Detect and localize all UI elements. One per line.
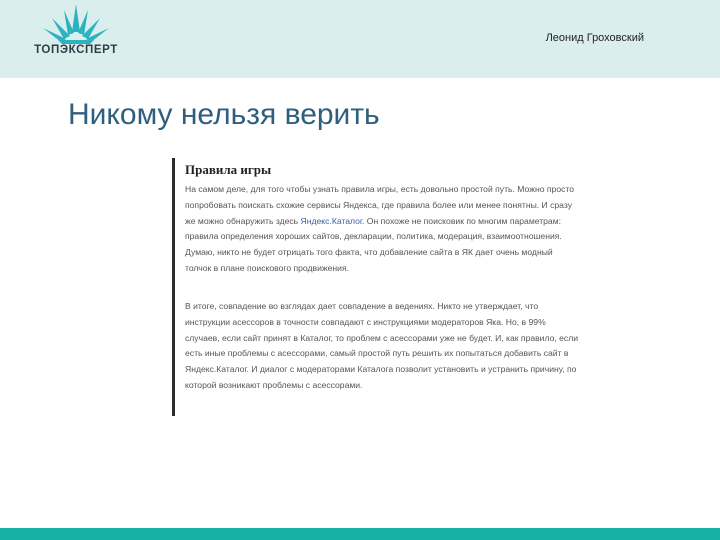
- paragraph-1-text-end: . Он похоже не поисковик по многим параметрам: правила определения хороших сайтов, декларации, политика, модерация, взаимоотношения. Думаю, никто не будет отрицать того факта, что добавление сайта в ЯК дает очень модный толчок в плане поискового продвижения.: [185, 215, 562, 273]
- footer-bar: [0, 528, 720, 540]
- snippet-paragraph-1: [185, 182, 581, 277]
- paragraph-2-text-end: . И диалог с модераторами Каталога позволит установить и устранить причину, по которой возникают проблемы с асессорами.: [185, 364, 577, 390]
- slide-title: Никому нельзя верить: [68, 98, 380, 131]
- topexpert-logo: [26, 2, 126, 72]
- header-band: [0, 0, 720, 78]
- paragraph-2-text-start: В итоге, совпадение во взглядах дает совпадение в ведениях. Никто не утверждает, что инструкции асессоров в точности совпадают с инструкциями модераторов Яка. Но, в 99% случаев, если сайт принят в Каталог, то проблем с асессорами уже не будет. И, как правило, если есть иные проблемы с асессорами, самый простой путь решить их попытаться добавить сайт в: [185, 301, 579, 359]
- paragraph-1-text-start: На самом деле, для того чтобы узнать правила игры, есть довольно простой путь. Можно просто попробовать поискать схожие сервисы Яндекса, где правила более или менее понятны. И сразу же можно обнаружить здесь: [185, 184, 575, 226]
- lotus-icon: [40, 2, 112, 46]
- logo-text: ТОПЭКСПЕРТ: [34, 44, 118, 56]
- snippet-heading: Правила игры: [185, 162, 272, 177]
- yandex-catalog-mention: Яндекс.Каталог: [185, 364, 247, 375]
- yandex-catalog-link[interactable]: Яндекс.Каталог: [300, 215, 363, 226]
- snippet-paragraph-2: [185, 299, 581, 394]
- article-snippet: [172, 158, 583, 416]
- author-name: Леонид Гроховский: [545, 32, 644, 44]
